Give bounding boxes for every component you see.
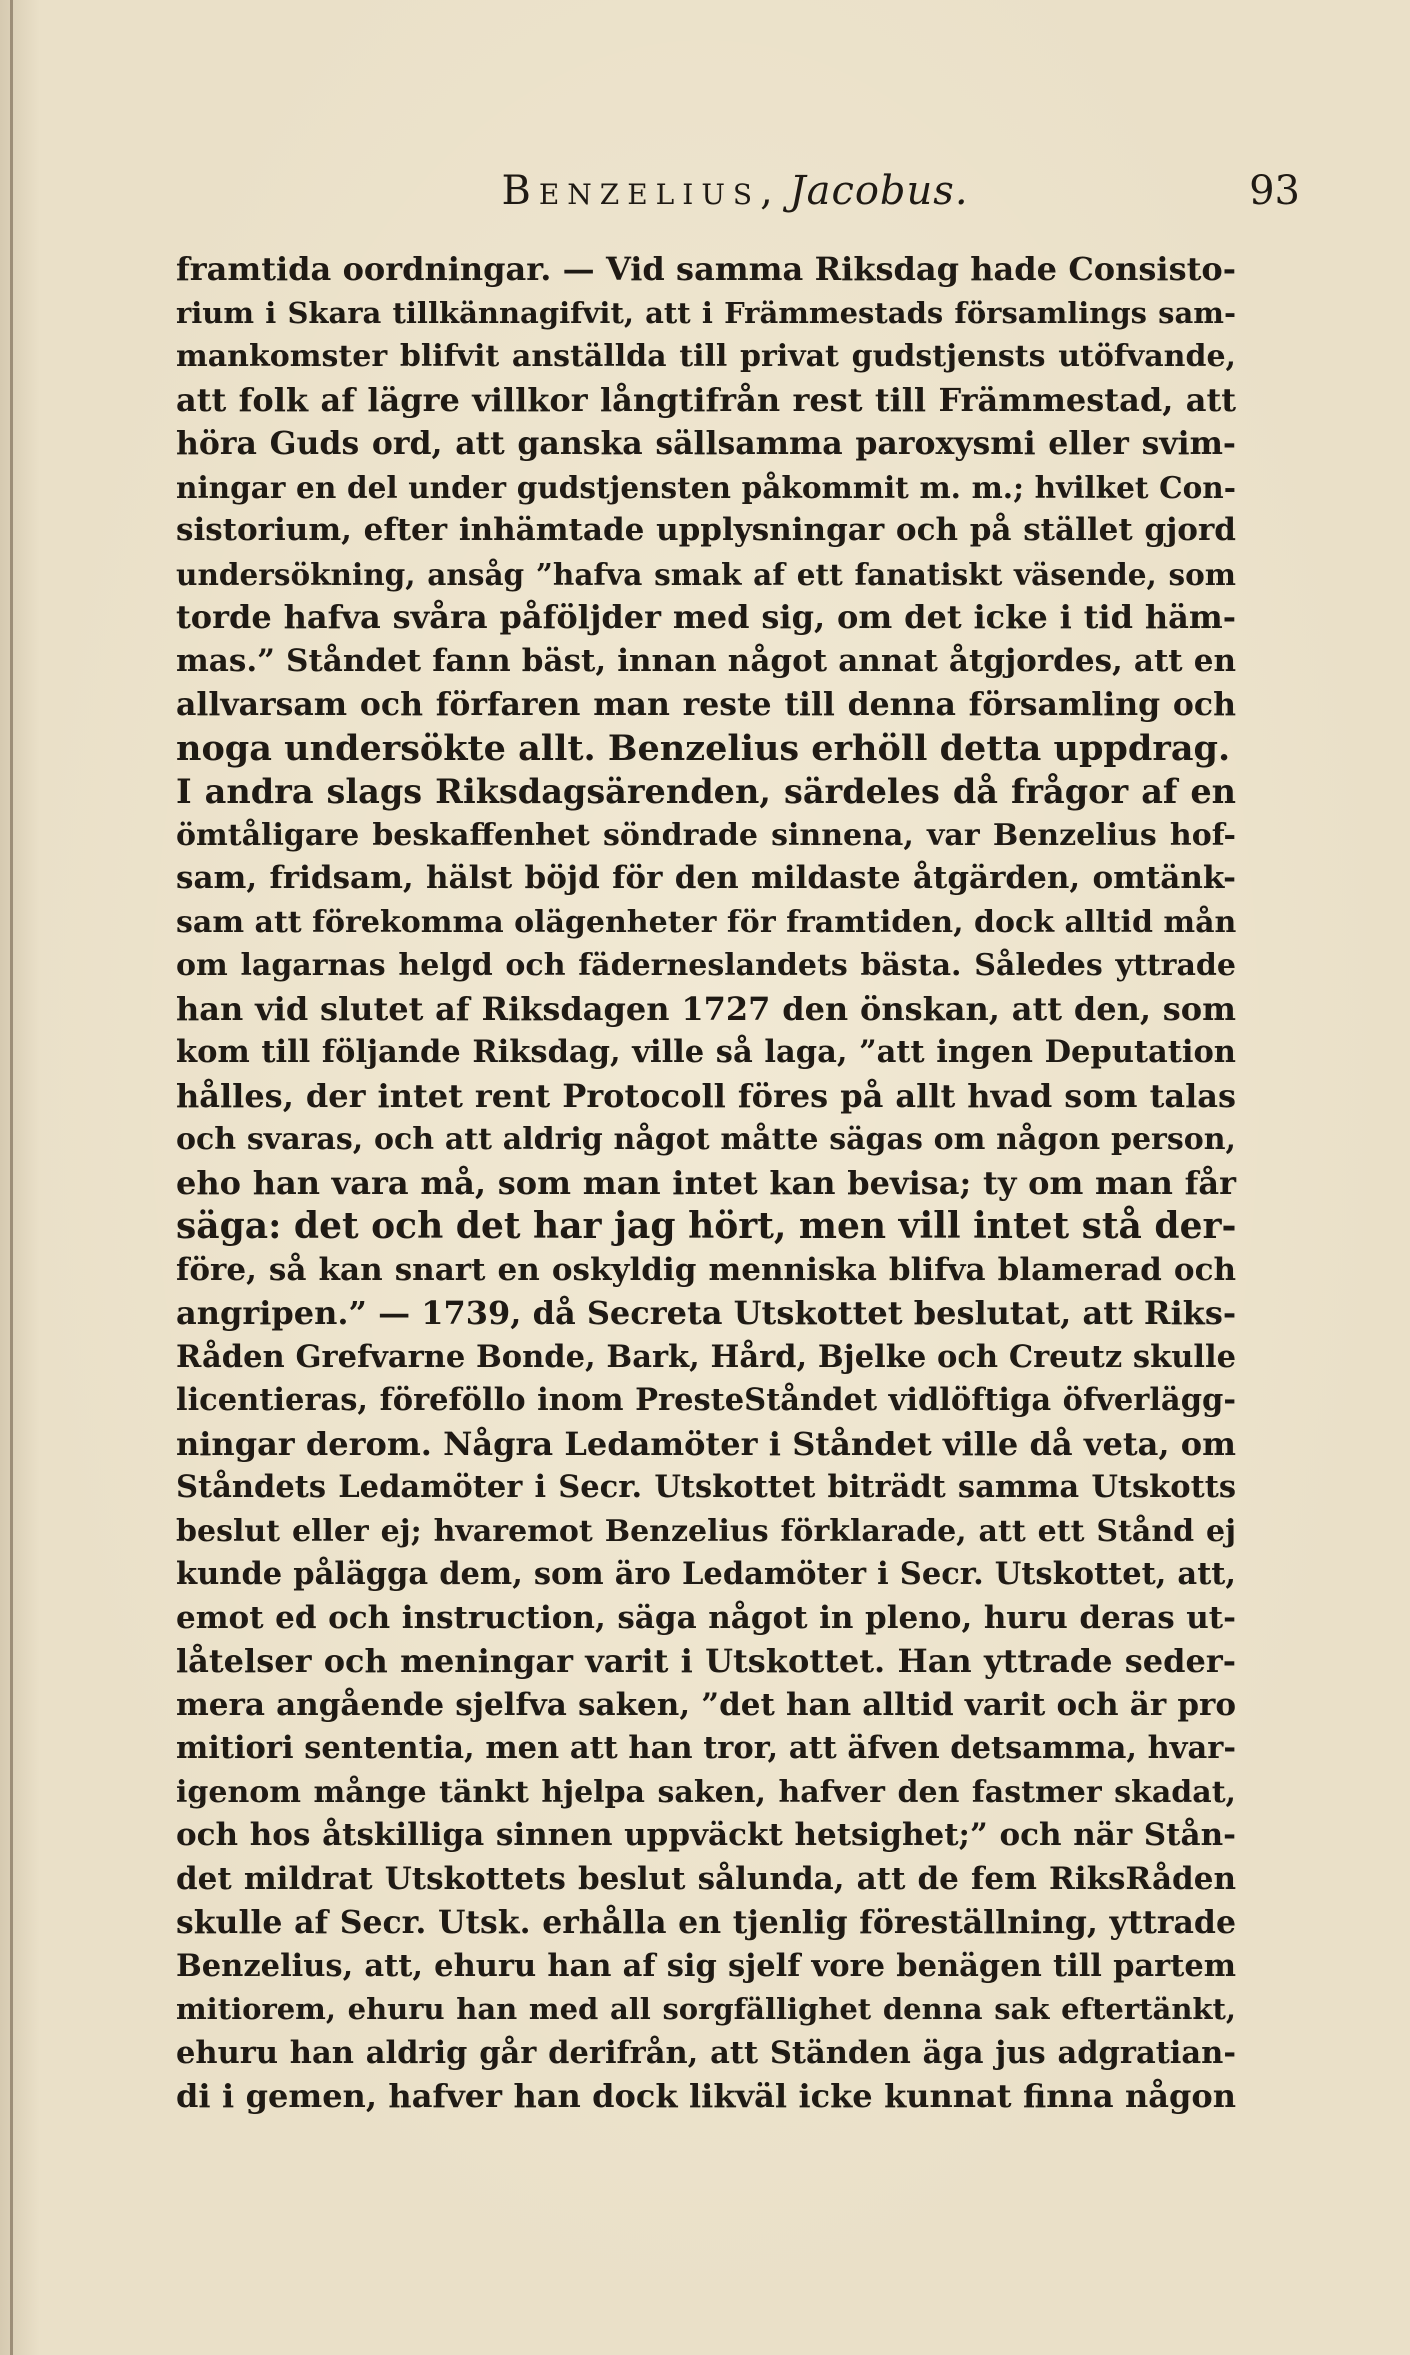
text-line: sistorium, efter inhämtade upplysningar och på stället gjord (176, 512, 1236, 548)
text-line: framtida oordningar. — Vid samma Riksdag hade Consisto- (176, 250, 1236, 288)
text-line: skulle af Secr. Utsk. erhålla en tjenlig föreställning, yttrade (176, 1904, 1236, 1941)
binding-edge (10, 0, 13, 2355)
text-line: mera angående sjelfva saken, ”det han alltid varit och är pro (176, 1686, 1236, 1723)
text-line: ningar derom. Några Ledamöter i Ståndet ville då veta, om (176, 1424, 1236, 1463)
text-line: mitiori sententia, men att han tror, att äfven detsamma, hvar- (176, 1730, 1236, 1766)
text-line: allvarsam och förfaren man reste till denna församling och (176, 686, 1236, 723)
text-line: noga undersökte allt. Benzelius erhöll detta uppdrag. (176, 727, 1231, 769)
text-line: att folk af lägre villkor långtifrån rest till Främmestad, att (176, 380, 1236, 419)
running-head (170, 168, 1300, 228)
running-head-given-name: Jacobus. (789, 168, 969, 214)
text-line: det mildrat Utskottets beslut sålunda, att de fem RiksRåden (176, 1860, 1236, 1897)
text-line: om lagarnas helgd och fäderneslandets bästa. Således yttrade (176, 948, 1236, 983)
body-text (176, 248, 1236, 2119)
text-line: han vid slutet af Riksdagen 1727 den önskan, att den, som (176, 989, 1236, 1028)
text-line: rium i Skara tillkännagifvit, att i Främmestads församlings sam- (176, 295, 1236, 330)
text-line: Benzelius, att, ehuru han af sig sjelf vore benägen till partem (176, 1947, 1236, 1984)
running-head-surname: Benzelius (501, 168, 761, 214)
text-line: ningar en del under gudstjensten påkommit m. m.; hvilket Con- (176, 469, 1236, 505)
text-line: eho han vara må, som man intet kan bevisa; ty om man får (176, 1163, 1236, 1202)
text-line: mitiorem, ehuru han med all sorgfällighet denna sak eftertänkt, (176, 1992, 1236, 2026)
text-line: mas.” Ståndet fann bäst, innan något annat åtgjordes, att en (176, 642, 1236, 679)
text-line: låtelser och meningar varit i Utskottet. Han yttrade seder- (176, 1642, 1236, 1680)
text-line: hålles, der intet rent Protocoll föres på allt hvad som talas (176, 1076, 1236, 1115)
text-line: torde hafva svåra påföljder med sig, om det icke i tid häm- (176, 598, 1236, 636)
text-line: höra Guds ord, att ganska sällsamma paroxysmi eller svim- (176, 425, 1236, 462)
text-line: ömtåligare beskaffenhet söndrade sinnena, var Benzelius hof- (176, 817, 1236, 853)
text-line: kunde pålägga dem, som äro Ledamöter i Secr. Utskottet, att, (176, 1556, 1236, 1592)
text-line: kom till följande Riksdag, ville så laga, ”att ingen Deputation (176, 1034, 1236, 1070)
text-line: och svaras, och att aldrig något måtte sägas om någon person, (176, 1122, 1236, 1157)
text-line: mankomster blifvit anställda till privat gudstjensts utöfvande, (176, 339, 1236, 374)
text-line: beslut eller ej; hvaremot Benzelius förklarade, att ett Stånd ej (176, 1513, 1236, 1549)
text-line: undersökning, ansåg ”hafva smak af ett fanatiskt väsende, som (176, 556, 1236, 592)
text-line: I andra slags Riksdagsärenden, särdeles då frågor af en (176, 772, 1236, 811)
text-line: ehuru han aldrig går derifrån, att Ständen äga jus adgratian- (176, 2034, 1236, 2071)
text-line: Ståndets Ledamöter i Secr. Utskottet biträdt samma Utskotts (176, 1469, 1236, 1505)
text-line: di i gemen, hafver han dock likväl icke kunnat finna någon (176, 2077, 1236, 2115)
text-line: säga: det och det har jag hört, men vill intet stå der- (176, 1205, 1237, 1247)
page-number: 93 (1249, 168, 1300, 214)
text-line: före, så kan snart en oskyldig menniska blifva blamerad och (176, 1251, 1236, 1288)
text-line: angripen.” — 1739, då Secreta Utskottet beslutat, att Riks- (176, 1294, 1237, 1332)
text-line: emot ed och instruction, säga något in pleno, huru deras ut- (176, 1599, 1236, 1636)
running-head-separator: , (760, 168, 775, 214)
text-line: och hos åtskilliga sinnen uppväckt hetsighet;” och när Stån- (176, 1817, 1236, 1853)
text-line: Råden Grefvarne Bonde, Bark, Hård, Bjelke och Creutz skulle (176, 1338, 1236, 1375)
text-line: sam att förekomma olägenheter för framtiden, dock alltid mån (176, 904, 1237, 940)
text-line: sam, fridsam, hälst böjd för den mildaste åtgärden, omtänk- (176, 860, 1236, 896)
running-head-title (170, 168, 1300, 214)
text-line: igenom månge tänkt hjelpa saken, hafver den fastmer skadat, (176, 1774, 1236, 1810)
text-line: licentieras, föreföllo inom PresteStåndet vidlöftiga öfverlägg- (176, 1382, 1236, 1418)
